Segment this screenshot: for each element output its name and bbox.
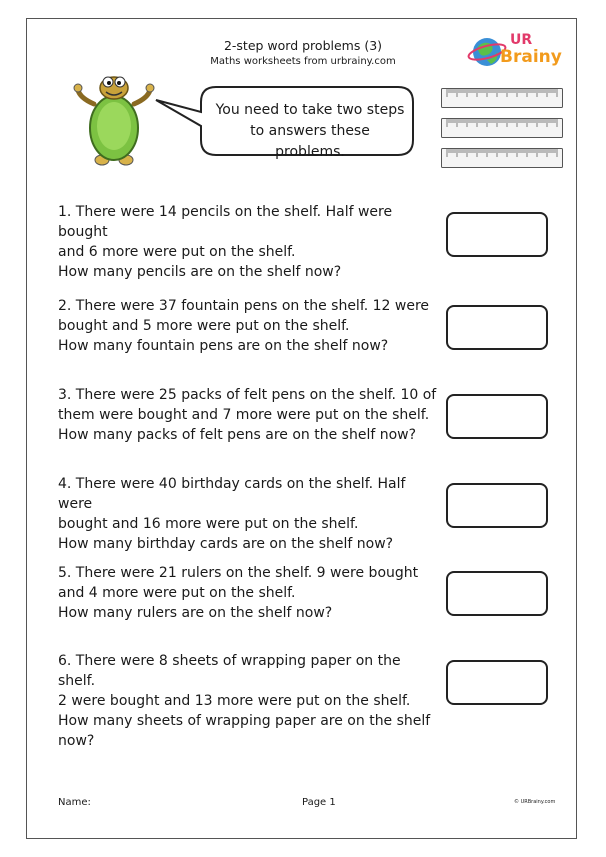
question-line: How many fountain pens are on the shelf now? — [58, 338, 389, 354]
question-line: bought and 16 more were put on the shelf. — [58, 516, 359, 532]
question-line: 6. There were 8 sheets of wrapping paper on the shelf. — [58, 653, 401, 689]
question-line: How many pencils are on the shelf now? — [58, 264, 342, 280]
question-line: 3. There were 25 packs of felt pens on the shelf. 10 of — [58, 387, 437, 403]
answer-box-1[interactable] — [446, 212, 548, 257]
question-5 — [58, 563, 438, 623]
question-line: 2 were bought and 13 more were put on the shelf. — [58, 693, 411, 709]
question-line: How many packs of felt pens are on the shelf now? — [58, 427, 417, 443]
answer-box-2[interactable] — [446, 305, 548, 350]
question-line: them were bought and 7 more were put on the shelf. — [58, 407, 430, 423]
answer-box-4[interactable] — [446, 483, 548, 528]
worksheet-title: 2-step word problems (3) — [223, 38, 383, 53]
logo-text-brainy: Brainy — [500, 47, 562, 67]
question-3 — [58, 385, 438, 445]
ruler-icon — [441, 88, 563, 108]
question-line: and 4 more were put on the shelf. — [58, 585, 296, 601]
answer-box-5[interactable] — [446, 571, 548, 616]
question-line: How many birthday cards are on the shelf now? — [58, 536, 394, 552]
question-line: 2. There were 37 fountain pens on the shelf. 12 were — [58, 298, 430, 314]
turtle-mascot-icon — [72, 68, 156, 168]
ruler-icon — [441, 118, 563, 138]
ruler-icon — [441, 148, 563, 168]
answer-box-6[interactable] — [446, 660, 548, 705]
question-line: bought and 5 more were put on the shelf. — [58, 318, 350, 334]
question-line: 5. There were 21 rulers on the shelf. 9 were bought — [58, 565, 419, 581]
worksheet-subtitle: Maths worksheets from urbrainy.com — [210, 56, 396, 67]
question-6 — [58, 651, 438, 751]
page-number: Page 1 — [302, 797, 336, 808]
copyright-text: © URBrainy.com — [514, 799, 556, 805]
question-2 — [58, 296, 438, 356]
question-line: and 6 more were put on the shelf. — [58, 244, 296, 260]
question-line: How many rulers are on the shelf now? — [58, 605, 333, 621]
question-1 — [58, 202, 438, 282]
answer-box-3[interactable] — [446, 394, 548, 439]
question-line: How many sheets of wrapping paper are on the shelf — [58, 713, 431, 729]
bubble-text: You need to take two steps to answers these problems. — [215, 102, 405, 160]
question-line: 1. There were 14 pencils on the shelf. Half were bought — [58, 204, 393, 240]
question-line: now? — [58, 733, 95, 749]
question-4 — [58, 474, 438, 554]
name-label: Name: — [58, 797, 91, 808]
logo-text-ur: UR — [510, 32, 533, 48]
question-line: 4. There were 40 birthday cards on the shelf. Half were — [58, 476, 406, 512]
